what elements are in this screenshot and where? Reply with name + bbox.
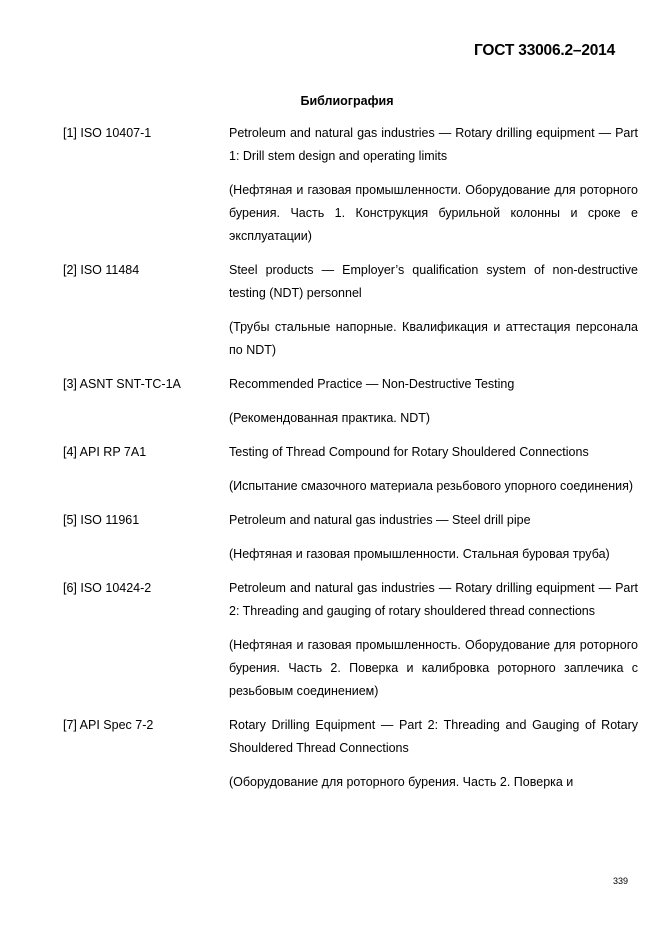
- entry-body: [229, 373, 638, 430]
- bibliography-entry: [63, 577, 638, 703]
- entry-body: [229, 441, 638, 498]
- standard-id: ГОСТ 33006.2–2014: [474, 42, 615, 59]
- entry-english-title: Rotary Drilling Equipment — Part 2: Threading and Gauging of Rotary Shouldered Thread Connections: [229, 718, 638, 755]
- entry-russian-title: (Рекомендованная практика. NDT): [229, 411, 431, 425]
- page-number: 339: [612, 876, 628, 886]
- entry-russian-title: (Нефтяная и газовая промышленности. Стальная буровая труба): [229, 547, 610, 561]
- entry-russian-title: (Нефтяная и газовая промышленность. Оборудование для роторного бурения. Часть 2. Поверка и калибровка роторного заплечика с резьбовым соединением): [229, 638, 638, 698]
- bibliography-list: [63, 122, 638, 805]
- entry-reference: [5] ISO 11961: [63, 513, 140, 527]
- entry-english-title: Testing of Thread Compound for Rotary Shouldered Connections: [229, 445, 589, 459]
- entry-reference: [2] ISO 11484: [63, 263, 140, 277]
- entry-reference: [7] API Spec 7-2: [63, 718, 154, 732]
- entry-russian-title: (Трубы стальные напорные. Квалификация и аттестация персонала по NDT): [229, 320, 638, 357]
- entry-english-title: Petroleum and natural gas industries — Rotary drilling equipment — Part 1: Drill stem design and operating limits: [229, 126, 638, 163]
- entry-english-title: Steel products — Employer’s qualification system of non-destructive testing (NDT) personnel: [229, 263, 638, 300]
- entry-russian-title: (Нефтяная и газовая промышленности. Оборудование для роторного бурения. Часть 1. Конструкция бурильной колонны и сроке е эксплуатации): [229, 183, 638, 243]
- bibliography-entry: [63, 714, 638, 794]
- bibliography-entry: [63, 509, 638, 566]
- entry-body: [229, 122, 638, 248]
- bibliography-entry: [63, 122, 638, 248]
- bibliography-entry: [63, 259, 638, 362]
- entry-body: [229, 259, 638, 362]
- entry-body: [229, 714, 638, 794]
- entry-english-title: Petroleum and natural gas industries — Rotary drilling equipment — Part 2: Threading and gauging of rotary shouldered thread connections: [229, 581, 638, 618]
- entry-body: [229, 509, 638, 566]
- entry-english-title: Petroleum and natural gas industries — Steel drill pipe: [229, 513, 531, 527]
- entry-russian-title: (Испытание смазочного материала резьбового упорного соединения): [229, 479, 634, 493]
- bibliography-title: Библиография: [300, 94, 394, 108]
- entry-reference: [3] ASNT SNT-TC-1A: [63, 377, 181, 391]
- entry-russian-title: (Оборудование для роторного бурения. Часть 2. Поверка и: [229, 775, 574, 789]
- bibliography-entry: [63, 441, 638, 498]
- entry-reference: [1] ISO 10407-1: [63, 126, 152, 140]
- entry-reference: [6] ISO 10424-2: [63, 581, 152, 595]
- entry-reference: [4] API RP 7A1: [63, 445, 147, 459]
- entry-english-title: Recommended Practice — Non-Destructive Testing: [229, 377, 515, 391]
- bibliography-entry: [63, 373, 638, 430]
- entry-body: [229, 577, 638, 703]
